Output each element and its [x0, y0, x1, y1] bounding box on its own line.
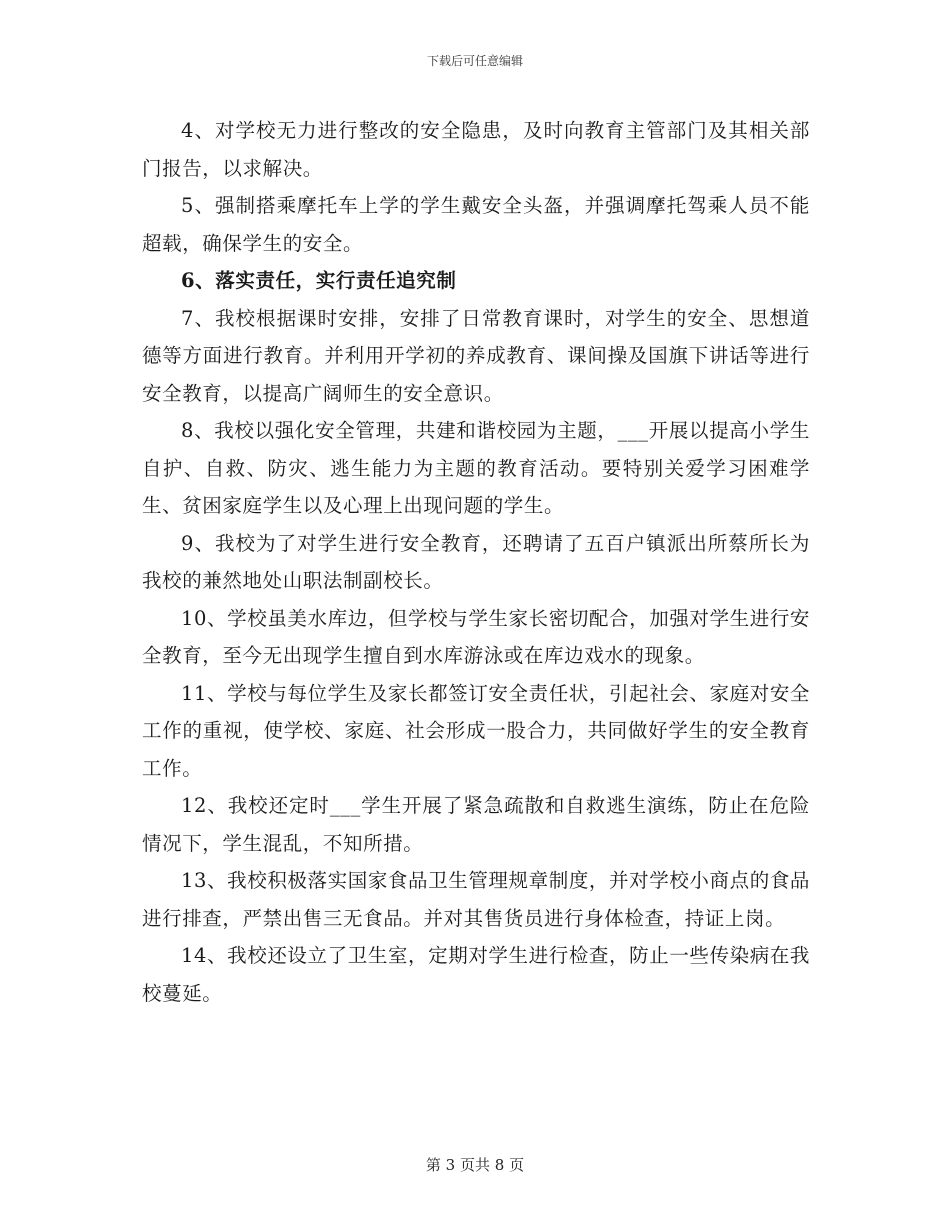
paragraph-9: 9、我校为了对学生进行安全教育，还聘请了五百户镇派出所蔡所长为我校的兼然地处山职法制副校长。 — [142, 531, 810, 592]
document-body — [142, 112, 810, 1012]
paragraph-13: 13、我校积极落实国家食品卫生管理规章制度，并对学校小商点的食品进行排查，严禁出售三无食品。并对其售货员进行身体检查，持证上岗。 — [142, 869, 811, 930]
paragraph-10: 10、学校虽美水库边，但学校与学生家长密切配合，加强对学生进行安全教育，至今无出现学生擅自到水库游泳或在库边戏水的现象。 — [142, 606, 811, 667]
paragraph-8: 8、我校以强化安全管理，共建和谐校园为主题，___开展以提高小学生自护、自救、防灾、逃生能力为主题的教育活动。要特别关爱学习困难学生、贫困家庭学生以及心理上出现问题的学生。 — [142, 419, 810, 517]
paragraph-5: 5、强制搭乘摩托车上学的学生戴安全头盔，并强调摩托驾乘人员不能超载，确保学生的安全。 — [142, 194, 810, 255]
page-footer: 第 3 页共 8 页 — [425, 1156, 525, 1174]
paragraph-14: 14、我校还设立了卫生室，定期对学生进行检查，防止一些传染病在我校蔓延。 — [142, 944, 811, 1005]
section-heading-6: 6、落实责任，实行责任追究制 — [181, 269, 457, 292]
paragraph-7: 7、我校根据课时安排，安排了日常教育课时，对学生的安全、思想道德等方面进行教育。并利用开学初的养成教育、课间操及国旗下讲话等进行安全教育，以提高广阔师生的安全意识。 — [142, 306, 810, 405]
page-header: 下载后可任意编辑 — [426, 54, 523, 68]
paragraph-4: 4、对学校无力进行整改的安全隐患，及时向教育主管部门及其相关部门报告，以求解决。 — [142, 119, 810, 180]
paragraph-12: 12、我校还定时___学生开展了紧急疏散和自救逃生演练，防止在危险情况下，学生混乱，不知所措。 — [142, 794, 810, 855]
paragraph-11: 11、学校与每位学生及家长都签订安全责任状，引起社会、家庭对安全工作的重视，使学校、家庭、社会形成一股合力，共同做好学生的安全教育工作。 — [142, 681, 811, 780]
